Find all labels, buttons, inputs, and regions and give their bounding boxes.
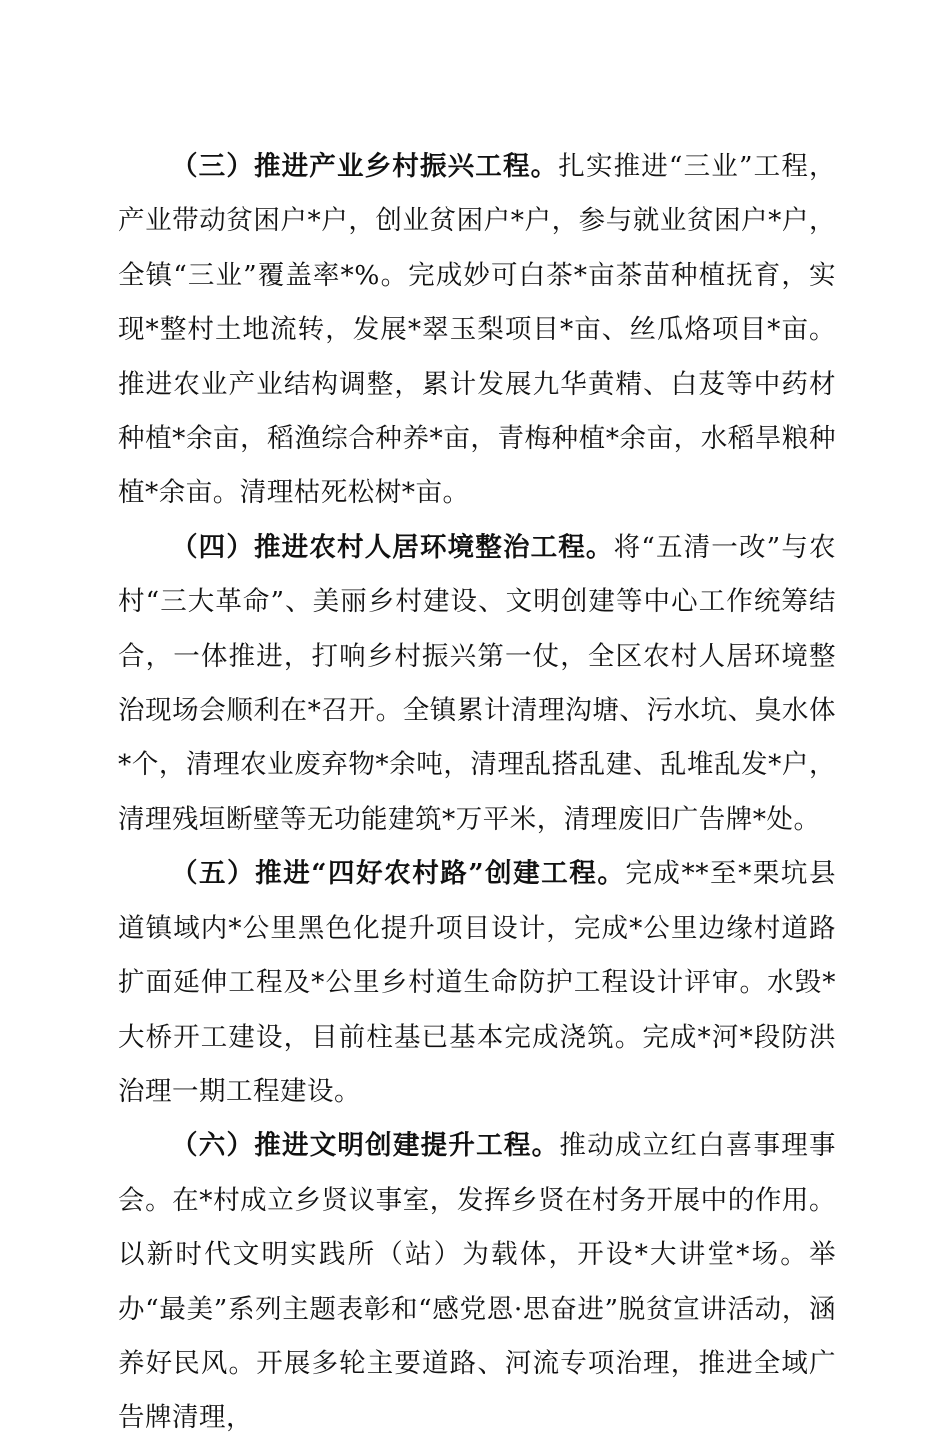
paragraph-body: 将“五清一改”与农村“三大革命”、美丽乡村建设、文明创建等中心工作统筹结合，一体推进，打响乡村振兴第一仗，全区农村人居环境整治现场会顺利在*召开。全镇累计清理沟塘、污水坑、臭水体*个，清理农业废弃物*余吨，清理乱搭乱建、乱堆乱发*户，清理残垣断壁等无功能建筑*万平米，清理废旧广告牌*处。	[118, 531, 836, 835]
paragraph-heading: （六）推进文明创建提升工程。	[171, 1130, 560, 1162]
paragraph-rural-roads	[118, 847, 836, 1119]
paragraph-body: 扎实推进“三业”工程，产业带动贫困户*户，创业贫困户*户，参与就业贫困户*户，全镇“三业”覆盖率*%。完成妙可白茶*亩茶苗种植抚育，实现*整村土地流转，发展*翠玉梨项目*亩、丝瓜烙项目*亩。推进农业产业结构调整，累计发展九华黄精、白芨等中药材种植*余亩，稻渔综合种养*亩，青梅种植*余亩，水稻旱粮种植*余亩。清理枯死松树*亩。	[118, 151, 836, 509]
paragraph-body: 推动成立红白喜事理事会。在*村成立乡贤议事室，发挥乡贤在村务开展中的作用。以新时代文明实践所（站）为载体，开设*大讲堂*场。举办“最美”系列主题表彰和“感党恩·思奋进”脱贫宣讲活动，涵养好民风。开展多轮主要道路、河流专项治理，推进全域广告牌清理，	[118, 1130, 837, 1434]
paragraph-body: 完成**至*栗坑县道镇域内*公里黑色化提升项目设计，完成*公里边缘村道路扩面延伸工程及*公里乡村道生命防护工程设计评审。水毁*大桥开工建设，目前柱基已基本完成浇筑。完成*河*段防洪治理一期工程建设。	[118, 858, 836, 1107]
paragraph-living-environment	[118, 521, 836, 847]
paragraph-industry-revitalization	[118, 140, 836, 521]
document-body	[118, 140, 836, 1446]
paragraph-heading: （三）推进产业乡村振兴工程。	[171, 151, 559, 182]
paragraph-heading: （五）推进“四好农村路”创建工程。	[171, 858, 626, 890]
paragraph-heading: （四）推进农村人居环境整治工程。	[171, 531, 614, 563]
paragraph-civilization	[118, 1119, 836, 1445]
